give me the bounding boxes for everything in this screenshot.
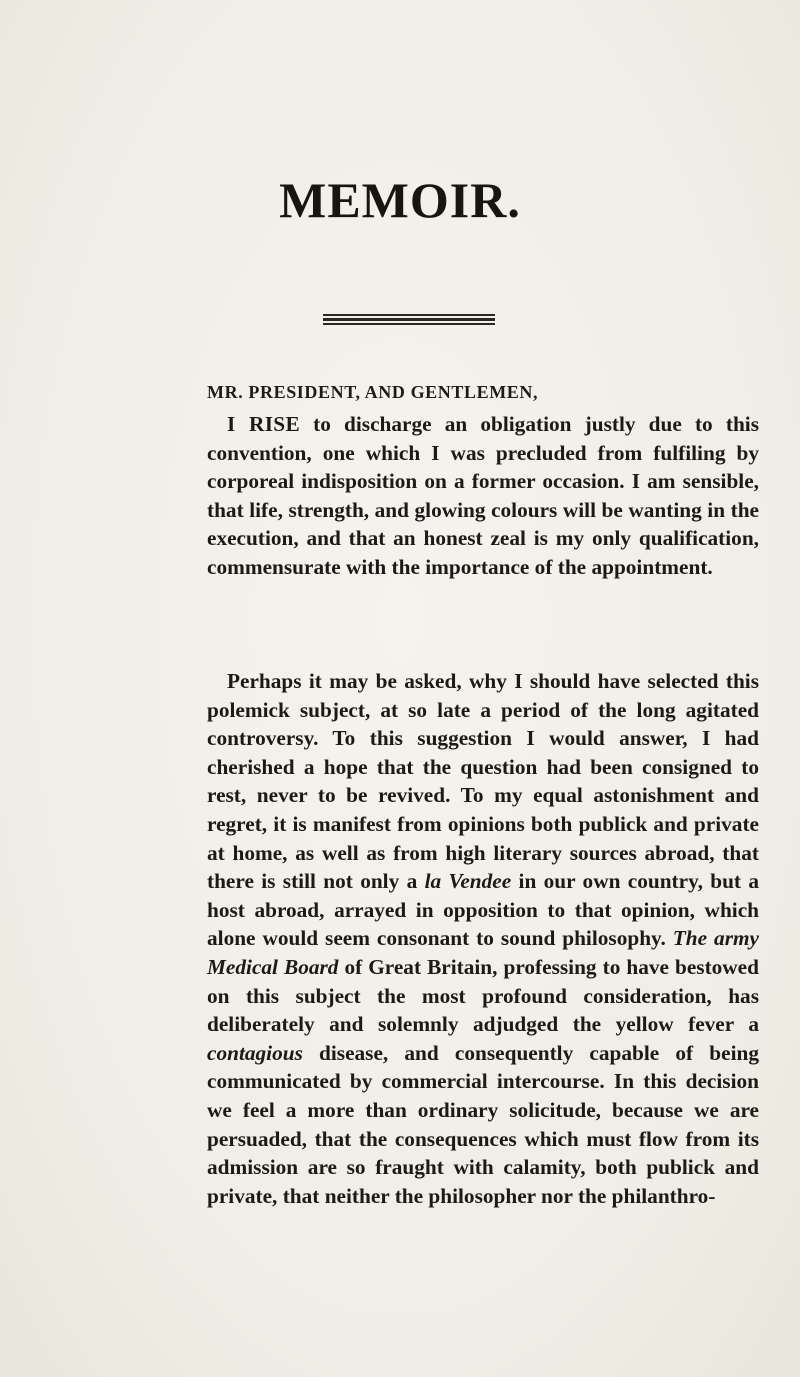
page-title: MEMOIR. bbox=[279, 172, 521, 228]
paragraph-2-segment: of Great Britain, professing to have bestowed on this subject the most profound consideration, has deliberately and solemnly adjudged the yellow fever a bbox=[207, 954, 759, 1037]
paragraph-1-lead: I RISE bbox=[227, 412, 300, 436]
salutation: MR. PRESIDENT, AND GENTLEMEN, bbox=[207, 382, 539, 402]
paragraph-2-segment-italic: The army Medical Board bbox=[207, 926, 759, 979]
title-rule-middle bbox=[323, 318, 495, 321]
paragraph-2 bbox=[207, 667, 759, 1210]
title-rule-top bbox=[323, 314, 495, 316]
paragraph-1-text: to discharge an obligation justly due to this convention, one which I was precluded from fulfiling by corporeal indisposition on a former occasion. I am sensible, that life, strength, and glowing colours will be wanting in the execution, and that an honest zeal is my only qualification, commensurate with the importance of the appointment. bbox=[207, 412, 759, 579]
paragraph-2-segment-italic: contagious bbox=[207, 1040, 303, 1065]
paragraph-2-segment: disease, and consequently capable of being communicated by commercial intercourse. In this decision we feel a more than ordinary solicitude, because we are persuaded, that the consequences which must flow from its admission are so fraught with calamity, both publick and private, that neither the philosopher nor the philanthro- bbox=[207, 1040, 759, 1208]
title-rule-bottom bbox=[323, 323, 495, 325]
paragraph-2-segment: in our own country, but a host abroad, arrayed in opposition to that opinion, which alone would seem consonant to sound philosophy. bbox=[207, 869, 760, 951]
paragraph-2-segment: Perhaps it may be asked, why I should have selected this polemick subject, at so late a period of the long agitated controversy. To this suggestion I would answer, I had cherished a hope that the question had been consigned to rest, never to be revived. To my equal astonishment and regret, it is manifest from opinions both publick and private at home, as well as from high literary sources abroad, that there is still not only a bbox=[207, 669, 759, 894]
paragraph-2-segment-italic: la Vendee bbox=[424, 869, 512, 894]
paragraph-1 bbox=[207, 410, 759, 582]
